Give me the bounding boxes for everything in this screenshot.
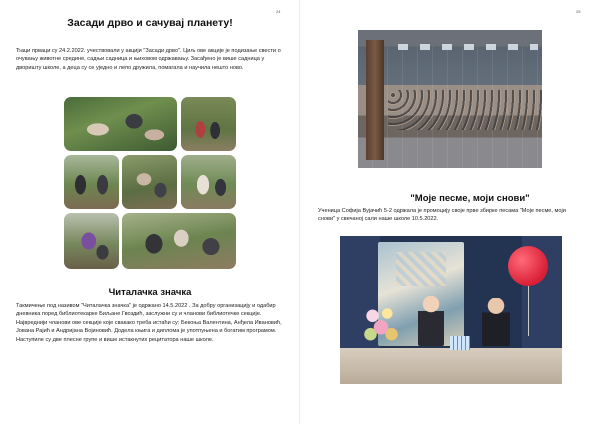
article-body-tree-planting: Ђаци прваци су 24.2.2022. учествовали у акцији "Засади дрво". Циљ ове акције је подизање свести о очувању животне средине, садњи садница и њиховом одржавању. Засађено је више садница у дворишту школе, а деца су се уједно и лепо дружила, помагала и научила нешто ново. xyxy=(16,48,281,71)
photo-book-promotion xyxy=(340,236,562,384)
article-title-tree-planting: Засади дрво и сачувај планету! xyxy=(67,17,233,29)
article-body-poetry-book: Ученица Софија Вујачић 5-2 одржала је промоцију своје прве збирке песама "Моје песме, моји снови" у свечаној сали наше школе 10.5.2022. xyxy=(318,208,566,223)
photo-tree-planting-4 xyxy=(122,155,177,209)
heart-balloon-icon xyxy=(508,246,548,286)
photo-tree-planting-6 xyxy=(64,213,119,269)
photo-tree-planting-2 xyxy=(181,97,236,151)
photo-tree-planting-1 xyxy=(64,97,177,151)
article-title-reading-badge: Читалачка значка xyxy=(108,287,192,298)
article-title-poetry-book: "Моје песме, моји снови" xyxy=(410,193,530,204)
photo-tree-planting-7 xyxy=(122,213,236,269)
page-number: 24 xyxy=(276,9,281,14)
page-number: 25 xyxy=(576,9,581,14)
photo-school-hall-audience xyxy=(358,30,542,168)
photo-tree-planting-3 xyxy=(64,155,119,209)
article-body-reading-badge: Такмичење под називом "Читалачка значка" је одржано 14.5.2022 . За добру организацију и одабир дневника поред библиотекарке Биљане Гвоздић, заслужни су и чланови библиотечке секције. Највреднији чланови ове секције које свакако треба истаћи су: Бекоња Валентина, Анђела Ивановић, Јована Рајић и Андријана Војиновић. Додела књига и диплома је употпуњена и богатим програмом. Наступиле су две плесне групе и више истакнутих рецитатора наше школе. xyxy=(16,303,282,343)
photo-tree-planting-5 xyxy=(181,155,236,209)
